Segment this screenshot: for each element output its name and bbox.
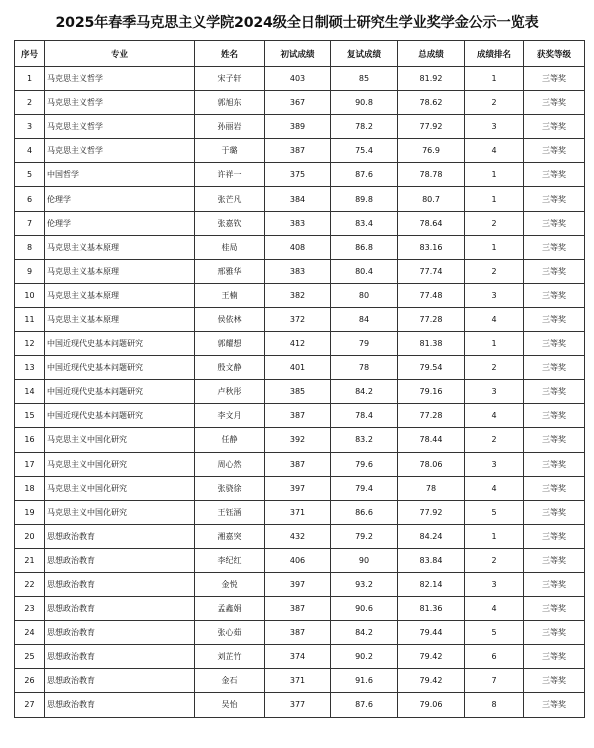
cell-rank: 2 <box>465 211 524 235</box>
cell-initial-score: 385 <box>265 380 331 404</box>
cell-retest-score: 75.4 <box>331 139 398 163</box>
cell-initial-score: 387 <box>265 621 331 645</box>
cell-rank: 2 <box>465 259 524 283</box>
cell-index: 27 <box>15 693 45 717</box>
cell-rank: 1 <box>465 67 524 91</box>
cell-total-score: 78.78 <box>398 163 465 187</box>
cell-name: 张芒凡 <box>195 187 265 211</box>
cell-name: 周心然 <box>195 452 265 476</box>
cell-index: 24 <box>15 621 45 645</box>
scholarship-table <box>14 40 585 718</box>
cell-total-score: 79.44 <box>398 621 465 645</box>
cell-retest-score: 90.6 <box>331 597 398 621</box>
cell-name: 殷文静 <box>195 356 265 380</box>
cell-total-score: 83.84 <box>398 548 465 572</box>
cell-total-score: 79.06 <box>398 693 465 717</box>
cell-index: 25 <box>15 645 45 669</box>
table-row <box>15 428 585 452</box>
cell-rank: 1 <box>465 524 524 548</box>
cell-rank: 4 <box>465 476 524 500</box>
cell-initial-score: 371 <box>265 669 331 693</box>
cell-index: 22 <box>15 572 45 596</box>
table-row <box>15 645 585 669</box>
cell-total-score: 78.06 <box>398 452 465 476</box>
cell-initial-score: 387 <box>265 139 331 163</box>
cell-major: 中国近现代史基本问题研究 <box>45 380 195 404</box>
cell-rank: 4 <box>465 307 524 331</box>
cell-name: 刘芷竹 <box>195 645 265 669</box>
cell-major: 思想政治教育 <box>45 621 195 645</box>
cell-retest-score: 87.6 <box>331 693 398 717</box>
table-row <box>15 548 585 572</box>
cell-retest-score: 87.6 <box>331 163 398 187</box>
cell-retest-score: 78 <box>331 356 398 380</box>
cell-award: 三等奖 <box>524 67 585 91</box>
cell-retest-score: 91.6 <box>331 669 398 693</box>
cell-retest-score: 84.2 <box>331 380 398 404</box>
cell-initial-score: 371 <box>265 500 331 524</box>
cell-index: 17 <box>15 452 45 476</box>
cell-award: 三等奖 <box>524 476 585 500</box>
cell-initial-score: 389 <box>265 115 331 139</box>
header-major: 专业 <box>45 41 195 67</box>
cell-award: 三等奖 <box>524 91 585 115</box>
cell-initial-score: 375 <box>265 163 331 187</box>
cell-name: 吴怡 <box>195 693 265 717</box>
header-name: 姓名 <box>195 41 265 67</box>
cell-total-score: 77.92 <box>398 115 465 139</box>
cell-name: 郭旭东 <box>195 91 265 115</box>
cell-name: 孙丽岩 <box>195 115 265 139</box>
cell-major: 马克思主义中国化研究 <box>45 500 195 524</box>
cell-award: 三等奖 <box>524 548 585 572</box>
cell-initial-score: 367 <box>265 91 331 115</box>
cell-award: 三等奖 <box>524 139 585 163</box>
cell-index: 5 <box>15 163 45 187</box>
cell-retest-score: 86.6 <box>331 500 398 524</box>
table-row <box>15 211 585 235</box>
cell-major: 马克思主义中国化研究 <box>45 428 195 452</box>
cell-rank: 4 <box>465 404 524 428</box>
cell-total-score: 77.48 <box>398 283 465 307</box>
cell-total-score: 78.62 <box>398 91 465 115</box>
cell-index: 16 <box>15 428 45 452</box>
table-row <box>15 283 585 307</box>
cell-index: 15 <box>15 404 45 428</box>
cell-total-score: 77.74 <box>398 259 465 283</box>
cell-award: 三等奖 <box>524 500 585 524</box>
cell-initial-score: 432 <box>265 524 331 548</box>
cell-retest-score: 85 <box>331 67 398 91</box>
cell-total-score: 79.54 <box>398 356 465 380</box>
table-row <box>15 115 585 139</box>
cell-retest-score: 79.6 <box>331 452 398 476</box>
cell-retest-score: 89.8 <box>331 187 398 211</box>
cell-total-score: 81.38 <box>398 332 465 356</box>
cell-name: 宋子轩 <box>195 67 265 91</box>
table-row <box>15 67 585 91</box>
cell-name: 桂局 <box>195 235 265 259</box>
cell-name: 任静 <box>195 428 265 452</box>
cell-initial-score: 387 <box>265 404 331 428</box>
cell-total-score: 81.92 <box>398 67 465 91</box>
cell-retest-score: 78.2 <box>331 115 398 139</box>
cell-major: 中国近现代史基本问题研究 <box>45 404 195 428</box>
cell-name: 孟鑫娟 <box>195 597 265 621</box>
table-row <box>15 669 585 693</box>
cell-major: 马克思主义基本原理 <box>45 283 195 307</box>
cell-total-score: 77.28 <box>398 404 465 428</box>
cell-index: 2 <box>15 91 45 115</box>
cell-award: 三等奖 <box>524 404 585 428</box>
header-row <box>15 41 585 67</box>
cell-major: 思想政治教育 <box>45 524 195 548</box>
header-index: 序号 <box>15 41 45 67</box>
table-row <box>15 380 585 404</box>
cell-index: 7 <box>15 211 45 235</box>
cell-index: 6 <box>15 187 45 211</box>
cell-initial-score: 408 <box>265 235 331 259</box>
cell-retest-score: 90.8 <box>331 91 398 115</box>
cell-index: 1 <box>15 67 45 91</box>
cell-award: 三等奖 <box>524 572 585 596</box>
cell-retest-score: 84.2 <box>331 621 398 645</box>
table-row <box>15 187 585 211</box>
cell-name: 郭耀想 <box>195 332 265 356</box>
cell-major: 伦理学 <box>45 211 195 235</box>
table-row <box>15 235 585 259</box>
table-row <box>15 621 585 645</box>
cell-rank: 3 <box>465 115 524 139</box>
cell-total-score: 78 <box>398 476 465 500</box>
cell-index: 18 <box>15 476 45 500</box>
cell-retest-score: 83.2 <box>331 428 398 452</box>
cell-index: 26 <box>15 669 45 693</box>
cell-major: 中国近现代史基本问题研究 <box>45 356 195 380</box>
cell-initial-score: 401 <box>265 356 331 380</box>
cell-rank: 2 <box>465 356 524 380</box>
cell-major: 马克思主义哲学 <box>45 67 195 91</box>
cell-total-score: 81.36 <box>398 597 465 621</box>
cell-initial-score: 397 <box>265 476 331 500</box>
table-row <box>15 597 585 621</box>
cell-retest-score: 79 <box>331 332 398 356</box>
table-row <box>15 163 585 187</box>
table-row <box>15 476 585 500</box>
cell-award: 三等奖 <box>524 428 585 452</box>
cell-total-score: 77.92 <box>398 500 465 524</box>
table-row <box>15 259 585 283</box>
cell-index: 19 <box>15 500 45 524</box>
cell-name: 卢秋彤 <box>195 380 265 404</box>
cell-rank: 8 <box>465 693 524 717</box>
cell-award: 三等奖 <box>524 235 585 259</box>
cell-total-score: 77.28 <box>398 307 465 331</box>
cell-rank: 3 <box>465 283 524 307</box>
cell-index: 12 <box>15 332 45 356</box>
cell-name: 张心茹 <box>195 621 265 645</box>
cell-major: 马克思主义哲学 <box>45 115 195 139</box>
cell-retest-score: 80.4 <box>331 259 398 283</box>
cell-major: 思想政治教育 <box>45 669 195 693</box>
cell-total-score: 80.7 <box>398 187 465 211</box>
cell-name: 王楠 <box>195 283 265 307</box>
cell-initial-score: 383 <box>265 259 331 283</box>
cell-retest-score: 79.4 <box>331 476 398 500</box>
cell-rank: 3 <box>465 380 524 404</box>
cell-major: 马克思主义哲学 <box>45 139 195 163</box>
cell-rank: 2 <box>465 91 524 115</box>
cell-major: 思想政治教育 <box>45 693 195 717</box>
header-rank: 成绩排名 <box>465 41 524 67</box>
cell-award: 三等奖 <box>524 259 585 283</box>
cell-award: 三等奖 <box>524 645 585 669</box>
cell-name: 侯依林 <box>195 307 265 331</box>
cell-award: 三等奖 <box>524 332 585 356</box>
cell-major: 马克思主义中国化研究 <box>45 476 195 500</box>
cell-index: 20 <box>15 524 45 548</box>
cell-major: 思想政治教育 <box>45 645 195 669</box>
cell-retest-score: 90 <box>331 548 398 572</box>
cell-index: 4 <box>15 139 45 163</box>
cell-rank: 5 <box>465 500 524 524</box>
cell-retest-score: 78.4 <box>331 404 398 428</box>
table-row <box>15 332 585 356</box>
cell-award: 三等奖 <box>524 163 585 187</box>
cell-rank: 6 <box>465 645 524 669</box>
cell-rank: 2 <box>465 548 524 572</box>
cell-total-score: 83.16 <box>398 235 465 259</box>
cell-index: 9 <box>15 259 45 283</box>
cell-rank: 1 <box>465 332 524 356</box>
cell-award: 三等奖 <box>524 621 585 645</box>
cell-name: 邢雅华 <box>195 259 265 283</box>
cell-major: 马克思主义基本原理 <box>45 307 195 331</box>
cell-initial-score: 372 <box>265 307 331 331</box>
cell-index: 23 <box>15 597 45 621</box>
cell-initial-score: 384 <box>265 187 331 211</box>
cell-rank: 4 <box>465 139 524 163</box>
cell-rank: 1 <box>465 187 524 211</box>
cell-retest-score: 90.2 <box>331 645 398 669</box>
cell-award: 三等奖 <box>524 283 585 307</box>
table-row <box>15 693 585 717</box>
cell-total-score: 79.42 <box>398 669 465 693</box>
cell-major: 马克思主义中国化研究 <box>45 452 195 476</box>
table-row <box>15 500 585 524</box>
table-header <box>15 41 585 67</box>
cell-rank: 2 <box>465 428 524 452</box>
cell-retest-score: 84 <box>331 307 398 331</box>
cell-retest-score: 86.8 <box>331 235 398 259</box>
table-body <box>15 67 585 718</box>
cell-major: 思想政治教育 <box>45 548 195 572</box>
cell-initial-score: 374 <box>265 645 331 669</box>
cell-index: 3 <box>15 115 45 139</box>
table-row <box>15 139 585 163</box>
cell-award: 三等奖 <box>524 452 585 476</box>
cell-name: 李文月 <box>195 404 265 428</box>
header-award: 获奖等级 <box>524 41 585 67</box>
cell-award: 三等奖 <box>524 524 585 548</box>
cell-total-score: 79.16 <box>398 380 465 404</box>
cell-award: 三等奖 <box>524 356 585 380</box>
cell-award: 三等奖 <box>524 669 585 693</box>
cell-initial-score: 377 <box>265 693 331 717</box>
cell-initial-score: 383 <box>265 211 331 235</box>
cell-index: 13 <box>15 356 45 380</box>
cell-award: 三等奖 <box>524 380 585 404</box>
cell-name: 张嘉钦 <box>195 211 265 235</box>
cell-name: 张骁徐 <box>195 476 265 500</box>
cell-retest-score: 80 <box>331 283 398 307</box>
cell-initial-score: 397 <box>265 572 331 596</box>
table-row <box>15 524 585 548</box>
cell-index: 21 <box>15 548 45 572</box>
cell-name: 湘嘉突 <box>195 524 265 548</box>
cell-initial-score: 406 <box>265 548 331 572</box>
cell-major: 中国哲学 <box>45 163 195 187</box>
cell-name: 李纪红 <box>195 548 265 572</box>
cell-major: 马克思主义基本原理 <box>45 235 195 259</box>
cell-retest-score: 93.2 <box>331 572 398 596</box>
cell-award: 三等奖 <box>524 115 585 139</box>
cell-retest-score: 83.4 <box>331 211 398 235</box>
cell-major: 马克思主义哲学 <box>45 91 195 115</box>
cell-name: 金悦 <box>195 572 265 596</box>
cell-initial-score: 387 <box>265 452 331 476</box>
cell-name: 金石 <box>195 669 265 693</box>
cell-total-score: 82.14 <box>398 572 465 596</box>
cell-name: 王钰涵 <box>195 500 265 524</box>
cell-initial-score: 382 <box>265 283 331 307</box>
cell-total-score: 78.44 <box>398 428 465 452</box>
cell-rank: 5 <box>465 621 524 645</box>
cell-initial-score: 412 <box>265 332 331 356</box>
table-row <box>15 356 585 380</box>
cell-award: 三等奖 <box>524 211 585 235</box>
cell-major: 伦理学 <box>45 187 195 211</box>
cell-total-score: 76.9 <box>398 139 465 163</box>
cell-initial-score: 392 <box>265 428 331 452</box>
header-retest-score: 复试成绩 <box>331 41 398 67</box>
cell-major: 马克思主义基本原理 <box>45 259 195 283</box>
header-total-score: 总成绩 <box>398 41 465 67</box>
cell-award: 三等奖 <box>524 187 585 211</box>
cell-rank: 3 <box>465 452 524 476</box>
cell-major: 思想政治教育 <box>45 572 195 596</box>
cell-index: 8 <box>15 235 45 259</box>
cell-major: 中国近现代史基本问题研究 <box>45 332 195 356</box>
cell-award: 三等奖 <box>524 307 585 331</box>
table-row <box>15 404 585 428</box>
table-row <box>15 452 585 476</box>
cell-total-score: 78.64 <box>398 211 465 235</box>
cell-index: 14 <box>15 380 45 404</box>
cell-rank: 4 <box>465 597 524 621</box>
cell-rank: 1 <box>465 163 524 187</box>
cell-retest-score: 79.2 <box>331 524 398 548</box>
table-row <box>15 572 585 596</box>
header-initial-score: 初试成绩 <box>265 41 331 67</box>
table-row <box>15 91 585 115</box>
cell-award: 三等奖 <box>524 693 585 717</box>
cell-total-score: 79.42 <box>398 645 465 669</box>
cell-major: 思想政治教育 <box>45 597 195 621</box>
cell-rank: 1 <box>465 235 524 259</box>
cell-name: 于璐 <box>195 139 265 163</box>
page-title: 2025年春季马克思主义学院2024级全日制硕士研究生学业奖学金公示一览表 <box>55 15 539 31</box>
cell-rank: 3 <box>465 572 524 596</box>
cell-index: 11 <box>15 307 45 331</box>
cell-total-score: 84.24 <box>398 524 465 548</box>
cell-name: 许祥一 <box>195 163 265 187</box>
cell-initial-score: 387 <box>265 597 331 621</box>
cell-rank: 7 <box>465 669 524 693</box>
table-row <box>15 307 585 331</box>
cell-initial-score: 403 <box>265 67 331 91</box>
cell-award: 三等奖 <box>524 597 585 621</box>
cell-index: 10 <box>15 283 45 307</box>
